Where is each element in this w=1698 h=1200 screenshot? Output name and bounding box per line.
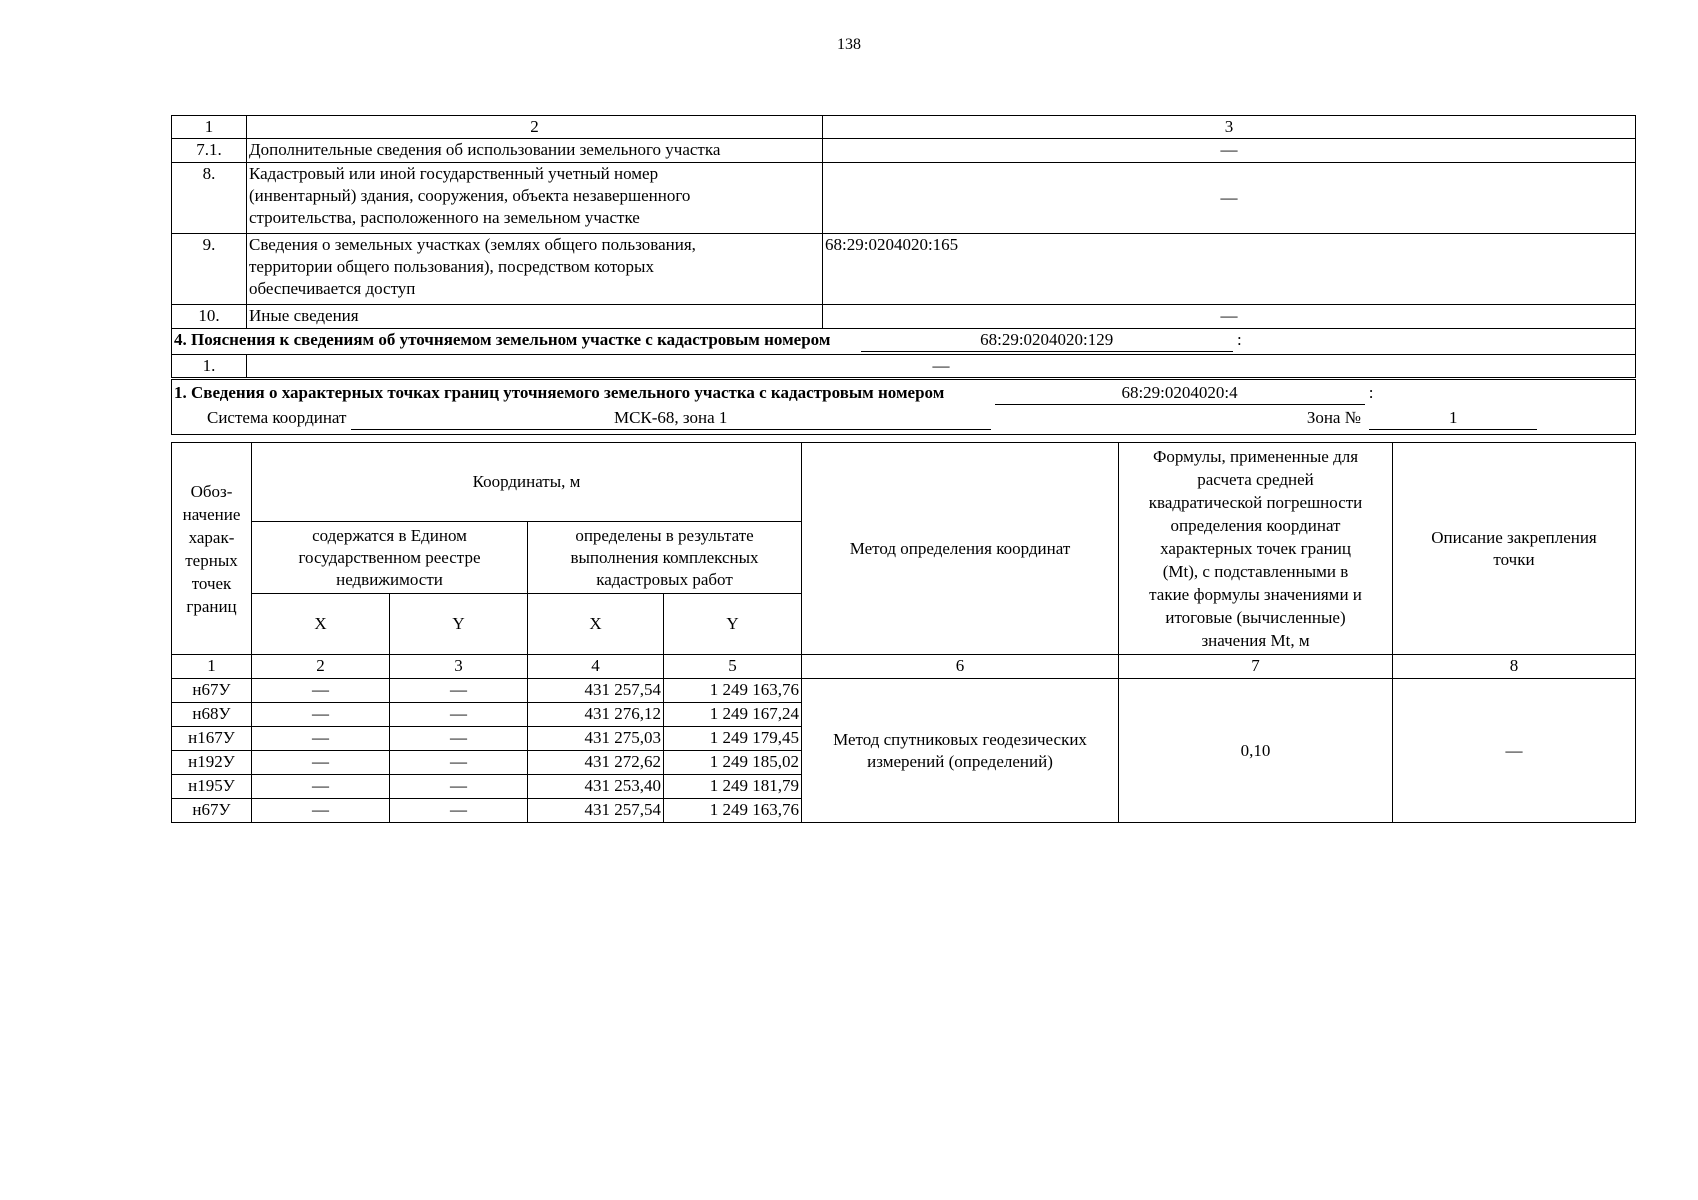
label-line: Сведения о земельных участках (землях общего пользования, (249, 235, 696, 254)
row-number: 9. (172, 234, 247, 305)
coordinate-system-label: Система координат (207, 408, 347, 427)
row-label: Иные сведения (247, 305, 823, 329)
col-number: 2 (252, 655, 390, 679)
row-value: — (823, 139, 1636, 163)
header-line: терных (185, 550, 238, 570)
kkr-y: 1 249 163,76 (664, 799, 802, 823)
egrn-y: — (390, 679, 528, 703)
table-row (172, 305, 1636, 329)
label-line: территории общего пользования), посредством которых (249, 257, 654, 276)
section-1-heading (172, 379, 1636, 435)
zone-label: Зона № (1306, 408, 1361, 427)
label-line: (инвентарный) здания, сооружения, объекта незавершенного (249, 186, 691, 205)
egrn-x: — (252, 703, 390, 727)
row-label: Дополнительные сведения об использовании земельного участка (247, 139, 823, 163)
table-row (172, 139, 1636, 163)
egrn-x: — (252, 679, 390, 703)
table-row (172, 355, 1636, 379)
kkr-x: 431 257,54 (528, 679, 664, 703)
method-header: Метод определения координат (802, 443, 1119, 655)
col-header-3: 3 (823, 116, 1636, 139)
header-line: начение (182, 504, 241, 524)
coordinate-system-line (174, 407, 1633, 430)
kkr-x: 431 276,12 (528, 703, 664, 727)
col-header-2: 2 (247, 116, 823, 139)
row-label (247, 234, 823, 305)
header-line: точек (191, 573, 232, 593)
egrn-y: — (390, 751, 528, 775)
header-line: определения координат (1170, 516, 1341, 535)
header-line: расчета средней (1197, 470, 1314, 489)
col-number: 1 (172, 655, 252, 679)
coordinates-header: Координаты, м (252, 443, 802, 522)
formula-header (1119, 443, 1393, 655)
point-name: н67У (172, 799, 252, 823)
col-number: 3 (390, 655, 528, 679)
header-line: недвижимости (336, 569, 443, 589)
egrn-y: — (390, 799, 528, 823)
row-label (247, 163, 823, 234)
col-number: 8 (1393, 655, 1636, 679)
kkr-y-header: Y (664, 594, 802, 655)
egrn-x-header: X (252, 594, 390, 655)
kkr-x: 431 272,62 (528, 751, 664, 775)
header-line: Описание закрепления (1431, 527, 1597, 547)
header-line: характерных точек границ (1160, 539, 1351, 558)
kkr-y: 1 249 167,24 (664, 703, 802, 727)
section-4-cadastral-number: 68:29:0204020:129 (861, 329, 1233, 352)
section-4-heading (172, 329, 1636, 355)
row-value: — (823, 163, 1636, 234)
col-number: 4 (528, 655, 664, 679)
row-number: 10. (172, 305, 247, 329)
page-number: 138 (837, 36, 861, 53)
header-line: такие формулы значениями и (1149, 585, 1362, 604)
egrn-x: — (252, 727, 390, 751)
row-value: 68:29:0204020:165 (823, 234, 1636, 305)
section-1-colon: : (1368, 383, 1374, 402)
header-line: значения Mt, м (1201, 631, 1310, 650)
row-value: — (247, 355, 1636, 379)
egrn-y-header: Y (390, 594, 528, 655)
header-line: содержатся в Едином (312, 525, 467, 545)
header-line: Обоз- (190, 481, 233, 501)
point-name: н167У (172, 727, 252, 751)
header-line: итоговые (вычисленные) (1165, 608, 1346, 627)
egrn-y: — (390, 703, 528, 727)
method-line: измерений (определений) (867, 751, 1053, 771)
kkr-y: 1 249 181,79 (664, 775, 802, 799)
method-value (802, 679, 1119, 823)
kkr-header (528, 522, 802, 594)
label-line: Кадастровый или иной государственный учетный номер (249, 164, 659, 183)
egrn-x: — (252, 751, 390, 775)
kkr-x: 431 275,03 (528, 727, 664, 751)
header-line: квадратической погрешности (1148, 493, 1363, 512)
kkr-x: 431 257,54 (528, 799, 664, 823)
header-line: границ (186, 596, 237, 616)
header-line: (Mt), с подставленными в (1162, 562, 1349, 581)
label-line: обеспечивается доступ (249, 279, 416, 298)
column-numbers-row (172, 655, 1636, 679)
header-line: точки (1493, 549, 1535, 569)
section-4-colon: : (1236, 330, 1242, 349)
section-1-row (172, 379, 1636, 435)
table-header-row (172, 116, 1636, 139)
header-line: харак- (188, 527, 235, 547)
section-1-title-line (174, 382, 1633, 405)
point-name: н195У (172, 775, 252, 799)
row-number: 1. (172, 355, 247, 379)
table-row (172, 163, 1636, 234)
section-4-row (172, 329, 1636, 355)
fixation-value: — (1393, 679, 1636, 823)
egrn-y: — (390, 727, 528, 751)
col-number: 5 (664, 655, 802, 679)
header-line: кадастровых работ (596, 569, 733, 589)
header-line: Формулы, примененные для (1152, 447, 1359, 466)
col-number: 6 (802, 655, 1119, 679)
header-line: выполнения комплексных (570, 547, 759, 567)
label-line: строительства, расположенного на земельном участке (249, 208, 640, 227)
egrn-header (252, 522, 528, 594)
point-name: н68У (172, 703, 252, 727)
section-4-title: 4. Пояснения к сведениям об уточняемом земельном участке с кадастровым номером (174, 330, 831, 349)
row-number: 8. (172, 163, 247, 234)
mt-value: 0,10 (1119, 679, 1393, 823)
table-row (172, 679, 1636, 703)
boundary-points-table (171, 442, 1636, 823)
fixation-header (1393, 443, 1636, 655)
kkr-y: 1 249 179,45 (664, 727, 802, 751)
point-name: н192У (172, 751, 252, 775)
row-value: — (823, 305, 1636, 329)
egrn-y: — (390, 775, 528, 799)
table-header-row (172, 443, 1636, 522)
additional-info-table (171, 115, 1636, 435)
col-number: 7 (1119, 655, 1393, 679)
kkr-x-header: X (528, 594, 664, 655)
col-header-1: 1 (172, 116, 247, 139)
method-line: Метод спутниковых геодезических (833, 729, 1087, 749)
zone-value: 1 (1369, 407, 1537, 430)
table-row (172, 234, 1636, 305)
header-line: определены в результате (575, 525, 754, 545)
section-1-cadastral-number: 68:29:0204020:4 (995, 382, 1365, 405)
kkr-y: 1 249 185,02 (664, 751, 802, 775)
row-number: 7.1. (172, 139, 247, 163)
section-1-title: 1. Сведения о характерных точках границ уточняемого земельного участка с кадастровым номером (174, 383, 945, 402)
egrn-x: — (252, 775, 390, 799)
point-designation-header (172, 443, 252, 655)
kkr-x: 431 253,40 (528, 775, 664, 799)
point-name: н67У (172, 679, 252, 703)
egrn-x: — (252, 799, 390, 823)
coordinate-system-value: МСК-68, зона 1 (351, 407, 991, 430)
header-line: государственном реестре (298, 547, 481, 567)
kkr-y: 1 249 163,76 (664, 679, 802, 703)
